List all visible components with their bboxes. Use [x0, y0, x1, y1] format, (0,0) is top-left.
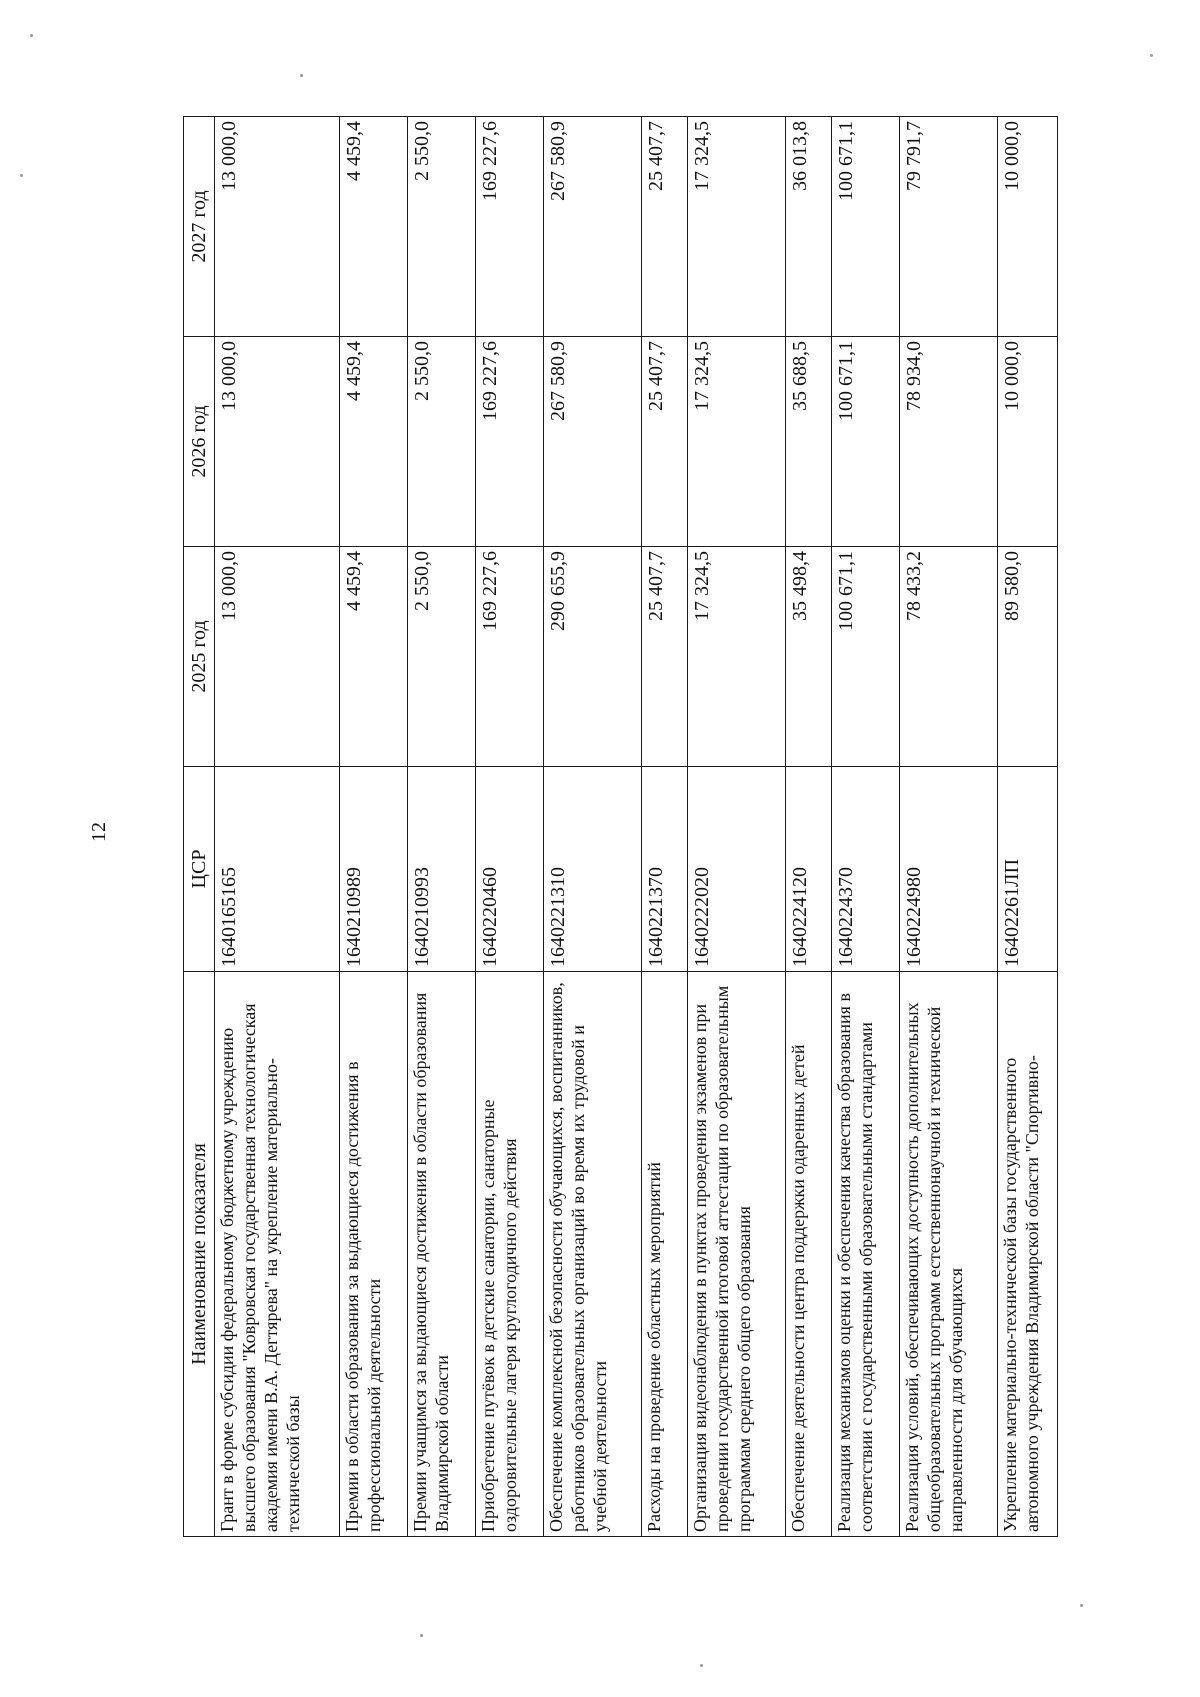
row-2027: 79 791,7: [900, 117, 998, 337]
row-csr: 1640222020: [688, 767, 786, 972]
row-2026: 4 459,4: [340, 337, 408, 547]
header-csr: ЦСР: [184, 767, 215, 972]
row-2026: 13 000,0: [215, 337, 340, 547]
table-header-row: [184, 117, 215, 1537]
table-row: [688, 117, 786, 1537]
row-2025: 100 671,1: [832, 547, 900, 767]
row-2026: 25 407,7: [642, 337, 688, 547]
row-2026: 100 671,1: [832, 337, 900, 547]
row-2025: 17 324,5: [688, 547, 786, 767]
row-csr: 1640224370: [832, 767, 900, 972]
table-row: [476, 117, 544, 1537]
row-csr: 1640210993: [408, 767, 476, 972]
row-2027: 100 671,1: [832, 117, 900, 337]
row-name: Обеспечение комплексной безопасности обучающихся, воспитанников, работников образовательных организаций во время их трудовой и учебной деятельности: [544, 972, 642, 1537]
row-csr: 1640165165: [215, 767, 340, 972]
row-2025: 2 550,0: [408, 547, 476, 767]
table-row: [786, 117, 832, 1537]
scan-speck: [420, 1634, 423, 1637]
row-csr: 1640210989: [340, 767, 408, 972]
row-csr: 1640224120: [786, 767, 832, 972]
scan-speck: [30, 34, 33, 37]
row-name: Премии в области образования за выдающиеся достижения в профессиональной деятельности: [340, 972, 408, 1537]
row-csr: 1640221370: [642, 767, 688, 972]
scan-speck: [20, 174, 23, 177]
row-2026: 169 227,6: [476, 337, 544, 547]
row-name: Укрепление материально-технической базы государственного автономного учреждения Владимирской области "Спортивно-: [998, 972, 1058, 1537]
row-2027: 36 013,8: [786, 117, 832, 337]
row-name: Реализация механизмов оценки и обеспечения качества образования в соответствии с государственными образовательными стандартами: [832, 972, 900, 1537]
header-2025: 2025 год: [184, 547, 215, 767]
row-2027: 267 580,9: [544, 117, 642, 337]
row-2027: 17 324,5: [688, 117, 786, 337]
table-row: [340, 117, 408, 1537]
row-2027: 169 227,6: [476, 117, 544, 337]
row-2025: 4 459,4: [340, 547, 408, 767]
row-2026: 17 324,5: [688, 337, 786, 547]
table-row: [642, 117, 688, 1537]
row-2027: 4 459,4: [340, 117, 408, 337]
row-2027: 2 550,0: [408, 117, 476, 337]
row-2025: 78 433,2: [900, 547, 998, 767]
row-2026: 267 580,9: [544, 337, 642, 547]
row-2025: 169 227,6: [476, 547, 544, 767]
scan-speck: [700, 1664, 703, 1667]
row-name: Грант в форме субсидии федеральному бюджетному учреждению высшего образования "Ковровская государственная технологическая академия имени В.А. Дегтярева" на укрепление материально-технической базы: [215, 972, 340, 1537]
row-name: Премии учащимся за выдающиеся достижения в области образования Владимирской области: [408, 972, 476, 1537]
table-row: [832, 117, 900, 1537]
row-csr: 16402261ЛП: [998, 767, 1058, 972]
table-row: [544, 117, 642, 1537]
budget-table: [183, 116, 1058, 1537]
scan-speck: [1080, 1604, 1083, 1607]
row-2026: 10 000,0: [998, 337, 1058, 547]
row-2025: 35 498,4: [786, 547, 832, 767]
row-name: Приобретение путёвок в детские санатории, санаторные оздоровительные лагеря круглогодичного действия: [476, 972, 544, 1537]
row-2026: 78 934,0: [900, 337, 998, 547]
row-csr: 1640220460: [476, 767, 544, 972]
table-row: [998, 117, 1058, 1537]
row-2026: 35 688,5: [786, 337, 832, 547]
row-2025: 13 000,0: [215, 547, 340, 767]
row-2025: 25 407,7: [642, 547, 688, 767]
page-number: 12: [88, 822, 110, 842]
row-2027: 25 407,7: [642, 117, 688, 337]
row-name: Организация видеонаблюдения в пунктах проведения экзаменов при проведении государственной итоговой аттестации по образовательным программам среднего общего образования: [688, 972, 786, 1537]
row-2027: 13 000,0: [215, 117, 340, 337]
row-name: Расходы на проведение областных мероприятий: [642, 972, 688, 1537]
row-2025: 89 580,0: [998, 547, 1058, 767]
table-row: [215, 117, 340, 1537]
row-csr: 1640221310: [544, 767, 642, 972]
scan-speck: [300, 74, 303, 77]
row-name: Реализация условий, обеспечивающих доступность дополнительных общеобразовательных программ естественнонаучной и технической направленности для обучающихся: [900, 972, 998, 1537]
row-2027: 10 000,0: [998, 117, 1058, 337]
row-name: Обеспечение деятельности центра поддержки одаренных детей: [786, 972, 832, 1537]
header-2026: 2026 год: [184, 337, 215, 547]
row-csr: 1640224980: [900, 767, 998, 972]
table-row: [408, 117, 476, 1537]
row-2025: 290 655,9: [544, 547, 642, 767]
row-2026: 2 550,0: [408, 337, 476, 547]
header-2027: 2027 год: [184, 117, 215, 337]
header-name: Наименование показателя: [184, 972, 215, 1537]
table-row: [900, 117, 998, 1537]
scan-speck: [1150, 54, 1153, 57]
